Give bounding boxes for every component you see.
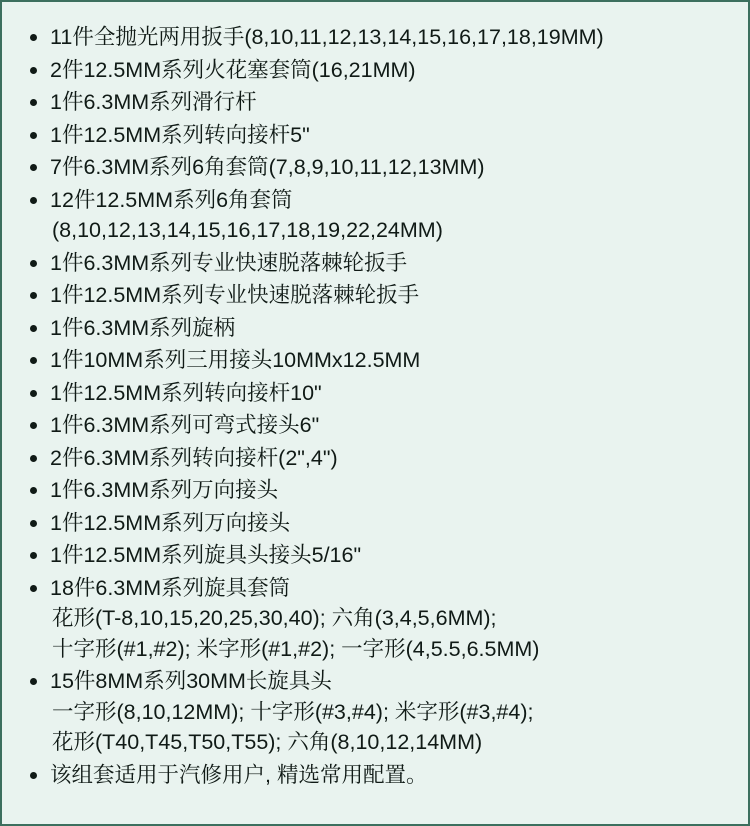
- list-item-text: 11件全抛光两用扳手(8,10,11,12,13,14,15,16,17,18,19MM): [50, 25, 604, 49]
- list-item: [24, 666, 736, 758]
- list-item-text: 1件12.5MM系列转向接杆10": [50, 380, 322, 405]
- list-item: [24, 313, 736, 344]
- list-item-text: 1件6.3MM系列万向接头: [50, 478, 279, 502]
- list-item-text-continued: 花形(T40,T45,T50,T55); 六角(8,10,12,14MM): [52, 730, 483, 754]
- list-item: [24, 475, 736, 506]
- list-item-text: 1件12.5MM系列万向接头: [50, 510, 291, 535]
- list-item-text: 1件12.5MM系列转向接杆5": [50, 122, 310, 147]
- list-item-text: 1件6.3MM系列旋柄: [50, 315, 236, 340]
- list-item-text: 1件10MM系列三用接头10MMx12.5MM: [50, 348, 421, 372]
- list-item: [24, 760, 736, 791]
- specification-list: [2, 2, 748, 790]
- list-item: [24, 152, 736, 183]
- list-item-text-continued: 花形(T-8,10,15,20,25,30,40); 六角(3,4,5,6MM);: [52, 606, 497, 630]
- list-item: [24, 508, 736, 539]
- list-item-text: 1件6.3MM系列专业快速脱落棘轮扳手: [50, 250, 408, 275]
- list-item-text-continued: 一字形(8,10,12MM); 十字形(#3,#4); 米字形(#3,#4);: [52, 699, 534, 724]
- list-item-text: 2件6.3MM系列转向接杆(2",4"): [50, 445, 338, 470]
- list-item: [24, 248, 736, 279]
- list-item-text: 1件6.3MM系列可弯式接头6": [50, 413, 320, 437]
- list-item: [24, 345, 736, 376]
- list-item: [24, 573, 736, 665]
- list-item: [24, 378, 736, 409]
- list-item-text: 1件6.3MM系列滑行杆: [50, 90, 257, 114]
- list-item: [24, 120, 736, 151]
- list-item-text: 该组套适用于汽修用户, 精选常用配置。: [50, 762, 428, 787]
- list-item: [24, 280, 736, 311]
- list-item: [24, 22, 736, 53]
- list-item: [24, 410, 736, 441]
- list-item: [24, 185, 736, 246]
- list-item-text: 12件12.5MM系列6角套筒: [50, 187, 293, 212]
- list-item-text: 1件12.5MM系列旋具头接头5/16": [50, 543, 362, 567]
- list-item: [24, 55, 736, 86]
- list-item-text: 15件8MM系列30MM长旋具头: [50, 669, 332, 693]
- list-item-text: 2件12.5MM系列火花塞套筒(16,21MM): [50, 57, 416, 82]
- list-item: [24, 540, 736, 571]
- list-item-text-continued: 十字形(#1,#2); 米字形(#1,#2); 一字形(4,5.5,6.5MM): [52, 636, 540, 661]
- list-item-text: 1件12.5MM系列专业快速脱落棘轮扳手: [50, 283, 420, 307]
- list-item-text: 18件6.3MM系列旋具套筒: [50, 575, 291, 600]
- list-item-text-continued: (8,10,12,13,14,15,16,17,18,19,22,24MM): [52, 218, 443, 242]
- list-item: [24, 443, 736, 474]
- list-item: [24, 87, 736, 118]
- list-item-text: 7件6.3MM系列6角套筒(7,8,9,10,11,12,13MM): [50, 155, 485, 179]
